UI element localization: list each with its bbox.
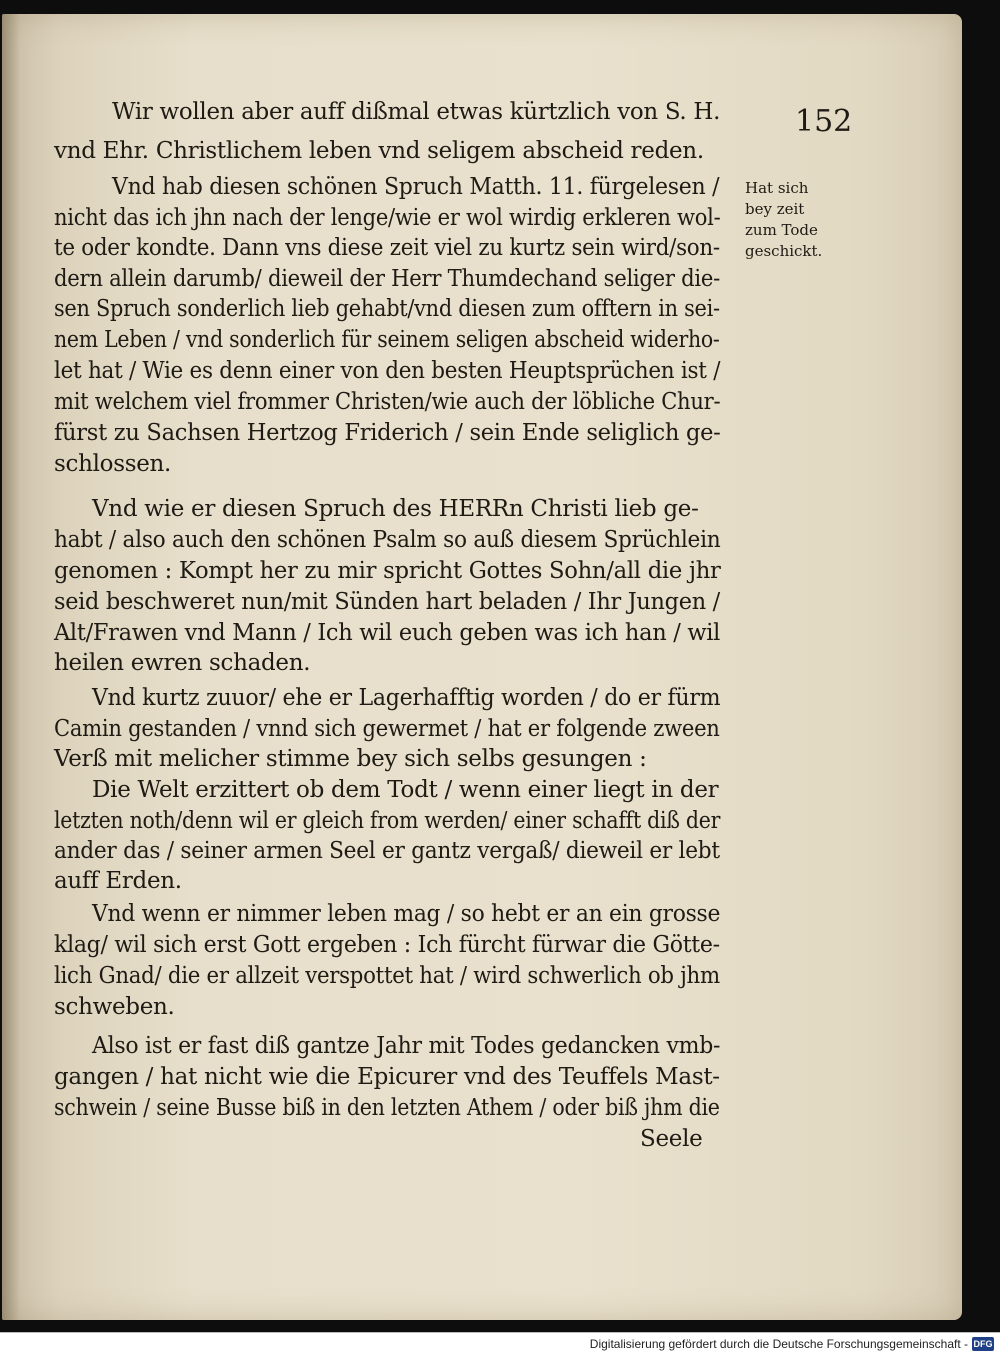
marginal-note-line: bey zeit	[745, 200, 805, 218]
text-line: sen Spruch sonderlich lieb gehabt/vnd diesen zum offtern in sei-	[54, 296, 720, 322]
text-line: dern allein darumb/ dieweil der Herr Thumdechand seliger die-	[54, 266, 721, 292]
page-number: 152	[795, 104, 853, 139]
text-line: schlossen.	[54, 451, 172, 477]
marginal-note-line: zum Tode	[745, 221, 818, 239]
text-line: Vnd hab diesen schönen Spruch Matth. 11. fürgelesen /	[112, 174, 720, 200]
text-line: te oder kondte. Dann vns diese zeit viel zu kurtz sein wird/son-	[54, 235, 720, 261]
text-line: mit welchem viel frommer Christen/wie auch der löbliche Chur-	[54, 389, 721, 415]
text-line: nicht das ich jhn nach der lenge/wie er wol wirdig erkleren wol-	[54, 205, 721, 231]
text-line: Wir wollen aber auff dißmal etwas kürtzlich von S. H.	[112, 99, 721, 125]
text-line: let hat / Wie es denn einer von den besten Heuptsprüchen ist /	[54, 358, 721, 384]
text-line: Vnd wie er diesen Spruch des HERRn Christi lieb ge-	[92, 496, 699, 522]
text-line: seid beschweret nun/mit Sünden hart beladen / Ihr Jungen /	[54, 589, 720, 615]
text-line: habt / also auch den schönen Psalm so auß diesem Sprüchlein	[54, 527, 721, 553]
text-line: Vnd kurtz zuuor/ ehe er Lagerhafftig worden / do er fürm	[92, 685, 721, 711]
text-line: ander das / seiner armen Seel er gantz vergaß/ dieweil er lebt	[54, 838, 720, 864]
text-line: fürst zu Sachsen Hertzog Friderich / sein Ende seliglich ge-	[54, 420, 721, 446]
dfg-logo: DFG	[973, 1339, 993, 1349]
text-line: genomen : Kompt her zu mir spricht Gottes Sohn/all die jhr	[54, 558, 721, 584]
text-line: Alt/Frawen vnd Mann / Ich wil euch geben was ich han / wil	[54, 620, 721, 646]
text-line: vnd Ehr. Christlichem leben vnd seligem abscheid reden.	[54, 138, 704, 164]
text-line: Also ist er fast diß gantze Jahr mit Todes gedancken vmb-	[92, 1033, 721, 1059]
text-line: Vnd wenn er nimmer leben mag / so hebt er an ein grosse	[92, 901, 721, 927]
text-line: letzten noth/denn wil er gleich from werden/ einer schafft diß der	[54, 808, 721, 834]
text-line: gangen / hat nicht wie die Epicurer vnd des Teuffels Mast-	[54, 1064, 720, 1090]
text-line: lich Gnad/ die er allzeit verspottet hat / wird schwerlich ob jhm	[54, 963, 720, 989]
page-binding-shadow	[2, 14, 20, 1320]
footer-bar	[0, 1332, 1000, 1356]
marginal-note-line: Hat sich	[745, 179, 809, 197]
text-line: heilen ewren schaden.	[54, 650, 311, 676]
text-line: auff Erden.	[54, 868, 182, 894]
marginal-note	[745, 178, 845, 262]
text-line: Verß mit melicher stimme bey sich selbs gesungen :	[54, 746, 647, 772]
text-line: nem Leben / vnd sonderlich für seinem seligen abscheid widerho-	[54, 327, 720, 353]
text-line: schweben.	[54, 994, 175, 1020]
text-line: klag/ wil sich erst Gott ergeben : Ich fürcht fürwar die Götte-	[54, 932, 720, 958]
catchword: Seele	[640, 1126, 703, 1152]
funding-credit: Digitalisierung gefördert durch die Deutsche Forschungsgemeinschaft -	[589, 1337, 968, 1351]
marginal-note-line: geschickt.	[745, 242, 823, 260]
text-line: schwein / seine Busse biß in den letzten Athem / oder biß jhm die	[54, 1095, 720, 1121]
text-line: Die Welt erzittert ob dem Todt / wenn einer liegt in der	[92, 777, 719, 803]
text-line: Camin gestanden / vnnd sich gewermet / hat er folgende zween	[54, 716, 720, 742]
